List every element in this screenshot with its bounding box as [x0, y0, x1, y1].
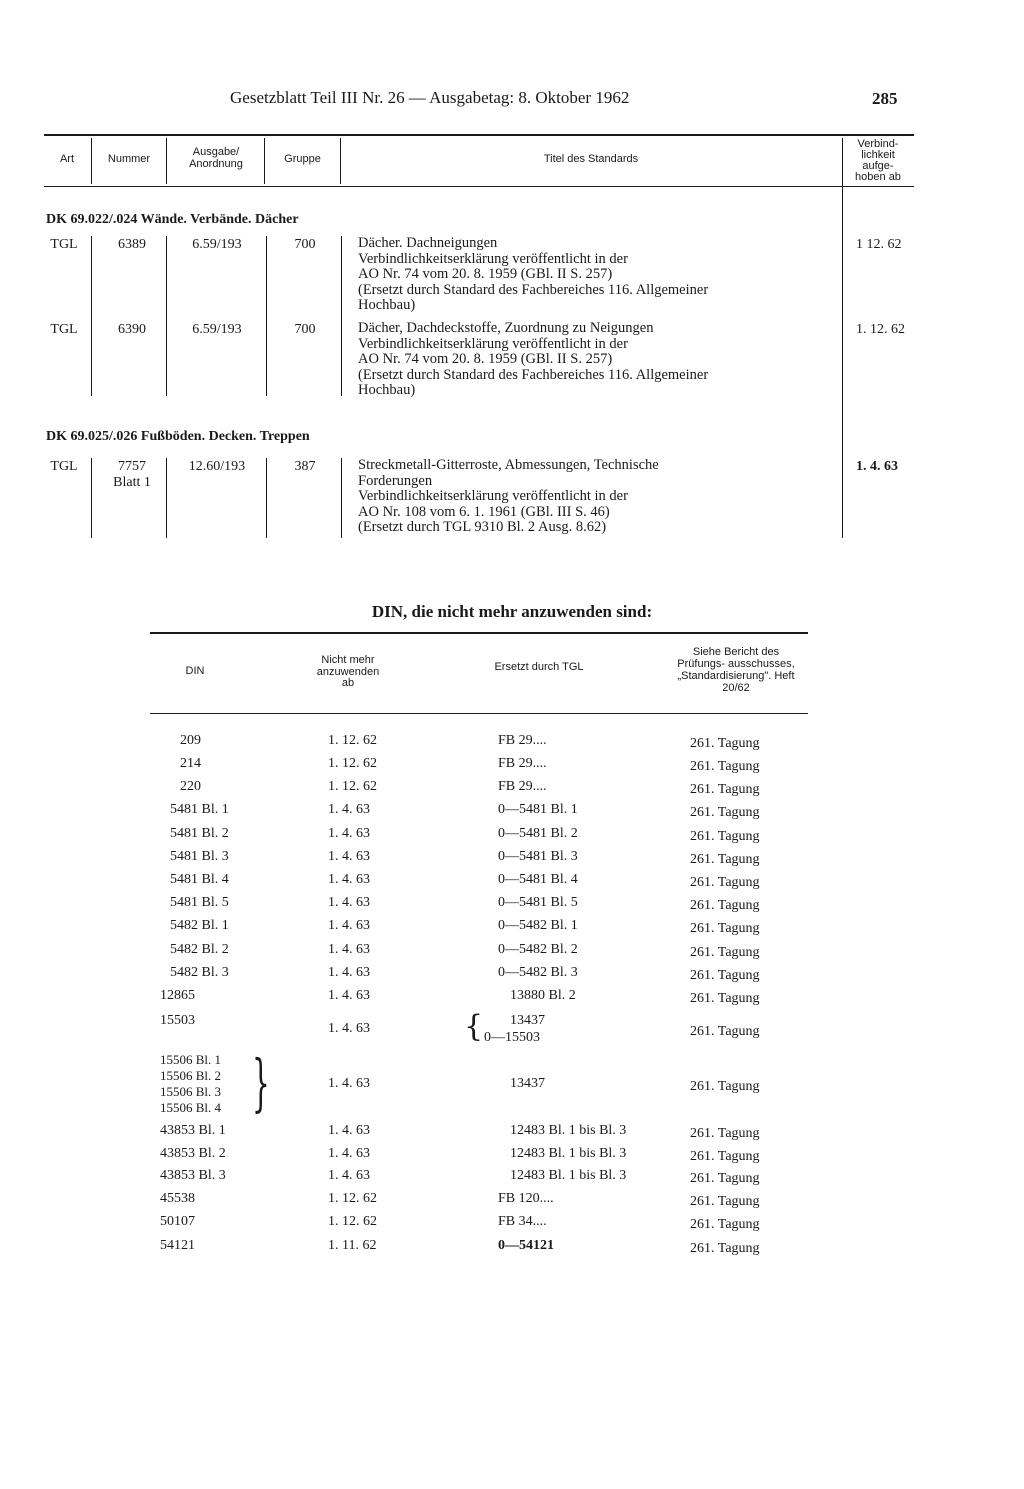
row-divider: [166, 458, 167, 538]
row-divider: [166, 236, 167, 396]
din-ab-cell: 1. 4. 63: [328, 942, 370, 957]
row-aufgehoben: 1. 4. 63: [856, 459, 898, 474]
din-bericht-cell: 261. Tagung: [690, 921, 760, 936]
page-header-title: Gesetzblatt Teil III Nr. 26 — Ausgabetag: 8. Oktober 1962: [230, 88, 630, 107]
din-cell: 43853 Bl. 1: [160, 1123, 226, 1138]
table1-right-divider: [842, 138, 843, 538]
din-cell: 5481 Bl. 1: [170, 802, 229, 817]
din-ab-cell: 1. 4. 63: [328, 965, 370, 980]
din-cell: 214: [180, 756, 201, 771]
din-cell: 15506 Bl. 2: [160, 1068, 222, 1083]
din-tgl-cell: 13880 Bl. 2: [510, 988, 576, 1003]
row-titel: [358, 458, 659, 536]
row-ausgabe: 6.59/193: [192, 322, 242, 337]
din-ab-cell: 1. 4. 63: [328, 1021, 370, 1036]
row-titel-line: Verbindlichkeitserklärung veröffentlicht in der: [358, 250, 628, 267]
row-art: TGL: [50, 237, 78, 252]
row-divider: [91, 236, 92, 396]
din-tgl-cell: 0—54121: [498, 1238, 554, 1253]
din-ab-cell: 1. 4. 63: [328, 1168, 370, 1183]
table1-top-rule: [44, 134, 914, 136]
din-ab-cell: 1. 4. 63: [328, 1146, 370, 1161]
din-bericht-cell: 261. Tagung: [690, 991, 760, 1006]
din-cell: 15506 Bl. 1: [160, 1052, 222, 1067]
din-cell: 15506 Bl. 4: [160, 1100, 222, 1115]
din-tgl-cell: FB 29....: [498, 756, 547, 771]
din-bericht-cell: 261. Tagung: [690, 852, 760, 867]
din-tgl-cell: 12483 Bl. 1 bis Bl. 3: [510, 1123, 627, 1138]
din-col-din: DIN: [185, 665, 205, 677]
row-nummer-blatt: Blatt 1: [113, 475, 151, 490]
row-titel-line: Hochbau): [358, 382, 416, 398]
din-cell: 5482 Bl. 1: [170, 918, 229, 933]
row-aufgehoben: 1. 12. 62: [856, 322, 905, 337]
din-col-bericht: Siehe Bericht des Prüfungs- ausschusses, „Standardisierung". Heft 20/62: [677, 646, 795, 694]
row-nummer: 7757: [118, 459, 146, 474]
table1-col-aufgehoben: Verbind- lichkeit aufge- hoben ab: [855, 138, 901, 183]
row-divider: [266, 458, 267, 538]
din-bericht-cell: 261. Tagung: [690, 1241, 760, 1256]
row-divider: [341, 236, 342, 396]
din-tgl-cell: 0—5482 Bl. 3: [498, 965, 578, 980]
row-titel-line: AO Nr. 74 vom 20. 8. 1959 (GBl. II S. 257): [358, 266, 613, 282]
table1-header-rule: [44, 186, 914, 187]
row-nummer: 6390: [118, 322, 146, 337]
din-cell: 50107: [160, 1214, 195, 1229]
din-cell: 15503: [160, 1013, 195, 1028]
row-gruppe: 387: [294, 459, 316, 474]
din-ab-cell: 1. 12. 62: [328, 733, 377, 748]
din-bericht-cell: 261. Tagung: [690, 875, 760, 890]
din-bericht-cell: 261. Tagung: [690, 1217, 760, 1232]
din-bericht-cell: 261. Tagung: [690, 736, 760, 751]
din-tgl-cell: 0—5482 Bl. 2: [498, 942, 578, 957]
row-titel-line: Dächer. Dachneigungen: [358, 235, 498, 251]
din-cell: 5481 Bl. 2: [170, 826, 229, 841]
din-bericht-cell: 261. Tagung: [690, 1194, 760, 1209]
din-ab-cell: 1. 12. 62: [328, 1214, 377, 1229]
din-cell: 43853 Bl. 3: [160, 1168, 226, 1183]
row-ausgabe: 12.60/193: [188, 459, 246, 474]
din-ab-cell: 1. 11. 62: [328, 1238, 377, 1253]
din-bericht-cell: 261. Tagung: [690, 945, 760, 960]
din-tgl-cell: 0—5481 Bl. 1: [498, 802, 578, 817]
din-cell: 209: [180, 733, 201, 748]
row-titel-line: (Ersetzt durch TGL 9310 Bl. 2 Ausg. 8.62): [358, 519, 607, 535]
row-titel-line: AO Nr. 74 vom 20. 8. 1959 (GBl. II S. 257): [358, 351, 613, 367]
din-bericht-cell: 261. Tagung: [690, 1149, 760, 1164]
din-bericht-cell: 261. Tagung: [690, 1171, 760, 1186]
row-gruppe: 700: [294, 237, 316, 252]
row-titel-line: Verbindlichkeitserklärung veröffentlicht in der: [358, 488, 628, 504]
row-titel: [358, 321, 708, 399]
row-divider: [266, 236, 267, 396]
row-titel-line: (Ersetzt durch Standard des Fachbereiches 116. Allgemeiner: [358, 281, 709, 298]
table1-header-divider: [166, 138, 167, 184]
row-aufgehoben: 1 12. 62: [856, 237, 902, 252]
brace-right-icon: }: [252, 1046, 270, 1119]
din-bericht-cell: 261. Tagung: [690, 759, 760, 774]
din-cell: 12865: [160, 988, 195, 1003]
din-cell: 5481 Bl. 3: [170, 849, 229, 864]
din-ab-cell: 1. 4. 63: [328, 802, 370, 817]
din-tgl-cell: 0—5481 Bl. 4: [498, 872, 578, 887]
din-ab-cell: 1. 4. 63: [328, 1123, 370, 1138]
din-cell: 15506 Bl. 3: [160, 1084, 222, 1099]
din-bericht-cell: 261. Tagung: [690, 805, 760, 820]
row-titel-line: AO Nr. 108 vom 6. 1. 1961 (GBl. III S. 46): [358, 503, 610, 520]
row-nummer: 6389: [118, 237, 146, 252]
brace-left-icon: {: [464, 1009, 484, 1044]
row-titel-line: Hochbau): [358, 297, 416, 313]
din-col-tgl: Ersetzt durch TGL: [494, 661, 584, 673]
din-ab-cell: 1. 4. 63: [328, 872, 370, 887]
row-titel-line: (Ersetzt durch Standard des Fachbereiches 116. Allgemeiner: [358, 366, 709, 383]
din-ab-cell: 1. 12. 62: [328, 756, 377, 771]
din-cell: 5482 Bl. 3: [170, 965, 229, 980]
row-art: TGL: [50, 322, 78, 337]
table1-col-gruppe: Gruppe: [284, 153, 321, 165]
din-tgl-cell: FB 29....: [498, 733, 547, 748]
table1-col-art: Art: [59, 153, 75, 165]
din-col-ab: Nicht mehr anzuwenden ab: [316, 654, 380, 689]
row-titel-line: Dächer, Dachdeckstoffe, Zuordnung zu Neigungen: [358, 320, 654, 336]
din-ab-cell: 1. 4. 63: [328, 988, 370, 1003]
din-tgl-cell: FB 29....: [498, 779, 547, 794]
din-tgl-cell: 0—15503: [484, 1030, 540, 1045]
din-tgl-cell: 0—5481 Bl. 5: [498, 895, 578, 910]
row-gruppe: 700: [294, 322, 316, 337]
din-bericht-cell: 261. Tagung: [690, 968, 760, 983]
row-divider: [91, 458, 92, 538]
section-heading: DK 69.025/.026 Fußböden. Decken. Treppen: [46, 429, 310, 444]
din-ab-cell: 1. 4. 63: [328, 849, 370, 864]
din-cell: 5481 Bl. 4: [170, 872, 229, 887]
din-tgl-cell: FB 120....: [498, 1191, 554, 1206]
din-tgl-cell: FB 34....: [498, 1214, 547, 1229]
din-ab-cell: 1. 4. 63: [328, 918, 370, 933]
din-cell: 5481 Bl. 5: [170, 895, 229, 910]
din-bericht-cell: 261. Tagung: [690, 1024, 760, 1039]
din-ab-cell: 1. 4. 63: [328, 826, 370, 841]
row-art: TGL: [50, 459, 78, 474]
din-tgl-cell: 13437: [510, 1076, 545, 1091]
section-heading: DK 69.022/.024 Wände. Verbände. Dächer: [46, 212, 299, 227]
din-table-title: DIN, die nicht mehr anzuwenden sind:: [371, 602, 653, 621]
din-bericht-cell: 261. Tagung: [690, 898, 760, 913]
row-titel: [358, 236, 708, 314]
din-tgl-cell: 0—5481 Bl. 3: [498, 849, 578, 864]
din-cell: 45538: [160, 1191, 195, 1206]
din-ab-cell: 1. 4. 63: [328, 1076, 370, 1091]
din-cell: 5482 Bl. 2: [170, 942, 229, 957]
din-tgl-cell: 12483 Bl. 1 bis Bl. 3: [510, 1146, 627, 1161]
din-bericht-cell: 261. Tagung: [690, 1126, 760, 1141]
row-titel-line: Verbindlichkeitserklärung veröffentlicht in der: [358, 335, 628, 352]
row-titel-line: Streckmetall-Gitterroste, Abmessungen, Technische: [358, 457, 659, 473]
row-ausgabe: 6.59/193: [192, 237, 242, 252]
din-bericht-cell: 261. Tagung: [690, 829, 760, 844]
din-ab-cell: 1. 12. 62: [328, 1191, 377, 1206]
row-titel-line: Forderungen: [358, 472, 433, 489]
table1-col-titel: Titel des Standards: [543, 153, 639, 165]
din-cell: 220: [180, 779, 201, 794]
din-table-top-rule: [150, 632, 808, 634]
din-bericht-cell: 261. Tagung: [690, 1079, 760, 1094]
table1-col-nummer: Nummer: [107, 153, 151, 165]
din-bericht-cell: 261. Tagung: [690, 782, 760, 797]
row-divider: [341, 458, 342, 538]
din-tgl-cell: 0—5482 Bl. 1: [498, 918, 578, 933]
din-tgl-cell: 13437: [510, 1013, 545, 1028]
din-tgl-cell: 12483 Bl. 1 bis Bl. 3: [510, 1168, 627, 1183]
table1-col-ausgabe: Ausgabe/ Anordnung: [189, 146, 243, 170]
page-number: 285: [872, 89, 898, 108]
din-table-header-rule: [150, 713, 808, 714]
din-cell: 43853 Bl. 2: [160, 1146, 226, 1161]
din-ab-cell: 1. 12. 62: [328, 779, 377, 794]
din-cell: 54121: [160, 1238, 195, 1253]
din-tgl-cell: 0—5481 Bl. 2: [498, 826, 578, 841]
din-ab-cell: 1. 4. 63: [328, 895, 370, 910]
